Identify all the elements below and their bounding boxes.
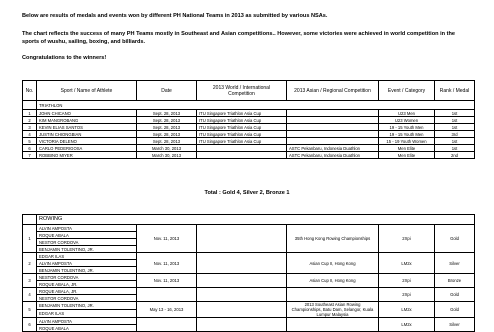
table-row: [23, 302, 475, 310]
world-competition: ITU Singapore Triathlon Asia Cup: [197, 110, 287, 117]
table-row: [23, 117, 475, 124]
athlete-name: EDGAR ILAS: [37, 253, 137, 260]
section-spacer: [23, 215, 37, 225]
header-no: No.: [23, 81, 37, 101]
world-competition: [197, 288, 287, 302]
table-row: [23, 152, 475, 159]
athlete-name: ROQUE ABALA, JR.: [37, 281, 137, 288]
header-event-category: Event / Category: [379, 81, 435, 101]
asian-competition: [287, 138, 379, 145]
event-date: Sept. 28, 2013: [137, 117, 197, 124]
world-competition: [197, 145, 287, 152]
world-competition: [197, 225, 287, 253]
rank-medal: 1st: [435, 145, 475, 152]
asian-competition: ASTC Pekanbaru, Indonesia Duathlon: [287, 145, 379, 152]
event-date: Nov. 11, 2013: [137, 225, 197, 253]
event-category: 15 - 19 Youth Women: [379, 138, 435, 145]
event-date: [137, 318, 197, 332]
table-row: [23, 288, 475, 295]
athlete-name: NESTOR CORDOVA: [37, 295, 137, 302]
world-competition: [197, 302, 287, 318]
athlete-name: ROQUE ABALA: [37, 232, 137, 239]
asian-competition: Asian Cup II, Hong Kong: [287, 274, 379, 288]
intro-line-1: Below are results of medals and events won by different PH National Teams in 2013 as submitted by various NSAs.: [22, 13, 328, 19]
asian-competition: [287, 117, 379, 124]
section-spacer: [23, 101, 37, 110]
athlete-name: BENJAMIN TOLENTINO, JR.: [37, 246, 137, 253]
rank-medal: 3rd: [435, 131, 475, 138]
intro-line-2: The chart reflects the success of many PH Teams mostly in Southeast and Asian competitions.. However, some victories were achieved in world competition in the: [22, 31, 456, 37]
event-date: Nov. 11, 2013: [137, 274, 197, 288]
athlete-name: NESTOR CORDOVA: [37, 239, 137, 246]
asian-competition: 2013 Southeast Asian Rowing Championships, Batu Dam, Selangor, Kuala Lumpur Malaysia: [287, 302, 379, 318]
event-category: LM2x: [379, 318, 435, 332]
asian-competition: [287, 131, 379, 138]
asian-competition: [287, 110, 379, 117]
rank-medal: 2nd: [435, 152, 475, 159]
event-category: 2Xpi: [379, 288, 435, 302]
asian-competition: Asian Cup II, Hong Kong: [287, 253, 379, 274]
table-row: [23, 225, 475, 232]
world-competition: ITU Singapore Triathlon Asia Cup: [197, 124, 287, 131]
header-date: Date: [137, 81, 197, 101]
section-title-rowing: ROWING: [37, 215, 475, 225]
athlete-name: ROQUE ABALA: [37, 325, 137, 332]
header-world-competition: 2013 World / International Competition: [197, 81, 287, 101]
row-number: 5: [23, 138, 37, 145]
rank-medal: Gold: [435, 288, 475, 302]
event-category: U23 Women: [379, 117, 435, 124]
event-category: 19 - 15 Youth Men: [379, 131, 435, 138]
world-competition: ITU Singapore Triathlon Asia Cup: [197, 131, 287, 138]
rank-medal: Bronze: [435, 274, 475, 288]
event-category: Men Elite: [379, 152, 435, 159]
event-category: LM2x: [379, 302, 435, 318]
table-row: [23, 138, 475, 145]
world-competition: ITU Singapore Triathlon Asia Cup: [197, 138, 287, 145]
rank-medal: 1st: [435, 138, 475, 145]
group-number: 4: [23, 288, 37, 302]
event-date: Sept. 28, 2013: [137, 131, 197, 138]
row-number: 1: [23, 110, 37, 117]
rowing-table: [22, 214, 475, 332]
event-date: [137, 288, 197, 302]
group-number: 1: [23, 225, 37, 253]
athlete-name: CARLO PEDERIGOSA: [37, 145, 137, 152]
rank-medal: 1st: [435, 110, 475, 117]
event-category: 19 - 15 Youth Men: [379, 124, 435, 131]
table-row: [23, 131, 475, 138]
group-number: 6: [23, 318, 37, 332]
event-date: Sept. 28, 2013: [137, 124, 197, 131]
event-category: U23 Men: [379, 110, 435, 117]
event-date: Nov. 11, 2013: [137, 253, 197, 274]
group-number: 5: [23, 302, 37, 318]
athlete-name: ALVIN AMPOSTA: [37, 225, 137, 232]
triathlon-table: [22, 80, 475, 159]
world-competition: [197, 318, 287, 332]
asian-competition: [287, 288, 379, 302]
table-row: [23, 318, 475, 325]
row-number: 2: [23, 117, 37, 124]
group-number: 3: [23, 274, 37, 288]
row-number: 4: [23, 131, 37, 138]
event-category: LM2x: [379, 253, 435, 274]
table-row: [23, 274, 475, 281]
header-rank-medal: Rank / Medal: [435, 81, 475, 101]
athlete-name: JOHN CHICANO: [37, 110, 137, 117]
athlete-name: KEVIN ELIAS SANTOS: [37, 124, 137, 131]
athlete-name: ROQUE ABALA, JR.: [37, 288, 137, 295]
triathlon-total: Total : Gold 4, Silver 2, Bronze 1: [204, 190, 290, 196]
event-date: March 30, 2013: [137, 145, 197, 152]
group-number: 2: [23, 253, 37, 274]
athlete-name: BENJAMIN TOLENTINO, JR.: [37, 267, 137, 274]
event-date: Sept. 28, 2013: [137, 138, 197, 145]
row-number: 7: [23, 152, 37, 159]
world-competition: ITU Singapore Triathlon Asia Cup: [197, 117, 287, 124]
world-competition: [197, 152, 287, 159]
table-row: [23, 253, 475, 260]
athlete-name: JUSTIN CHIONGBIAN: [37, 131, 137, 138]
rank-medal: Silver: [435, 318, 475, 332]
asian-competition: [287, 318, 379, 332]
asian-competition: 35th Hong Kong Rowing Championships: [287, 225, 379, 253]
rank-medal: Gold: [435, 225, 475, 253]
athlete-name: ROBBINO MIYER: [37, 152, 137, 159]
event-category: 2Xpi: [379, 225, 435, 253]
header-sport-athlete: Sport / Name of Athlete: [37, 81, 137, 101]
section-title-triathlon: TRIATHLON: [37, 101, 475, 110]
event-date: May 13 - 16, 2013: [137, 302, 197, 318]
intro-line-3: sports of wushu, sailing, boxing, and billiards.: [22, 39, 146, 45]
athlete-name: VICTORIA DELENO: [37, 138, 137, 145]
table-row: [23, 124, 475, 131]
athlete-name: NESTOR CORDOVA: [37, 274, 137, 281]
table-row: [23, 145, 475, 152]
row-number: 6: [23, 145, 37, 152]
rank-medal: Silver: [435, 253, 475, 274]
athlete-name: KIM MANGROBANG: [37, 117, 137, 124]
world-competition: [197, 253, 287, 274]
intro-line-4: Congratulations to the winners!: [22, 55, 107, 61]
row-number: 3: [23, 124, 37, 131]
rank-medal: 1st: [435, 117, 475, 124]
asian-competition: [287, 124, 379, 131]
rank-medal: 1st: [435, 124, 475, 131]
event-date: Sept. 28, 2013: [137, 110, 197, 117]
header-asian-competition: 2013 Asian / Regional Competition: [287, 81, 379, 101]
table-row: [23, 110, 475, 117]
athlete-name: BENJAMIN TOLENTINO, JR.: [37, 302, 137, 310]
event-category: 2Xpi: [379, 274, 435, 288]
rank-medal: Gold: [435, 302, 475, 318]
athlete-name: ALVIN AMPOSTA: [37, 260, 137, 267]
event-category: Men Elite: [379, 145, 435, 152]
athlete-name: EDGAR ILAS: [37, 310, 137, 318]
asian-competition: ASTC Pekanbaru, Indonesia Duathlon: [287, 152, 379, 159]
event-date: March 30, 2013: [137, 152, 197, 159]
world-competition: [197, 274, 287, 288]
athlete-name: ALVIN AMPOSTA: [37, 318, 137, 325]
